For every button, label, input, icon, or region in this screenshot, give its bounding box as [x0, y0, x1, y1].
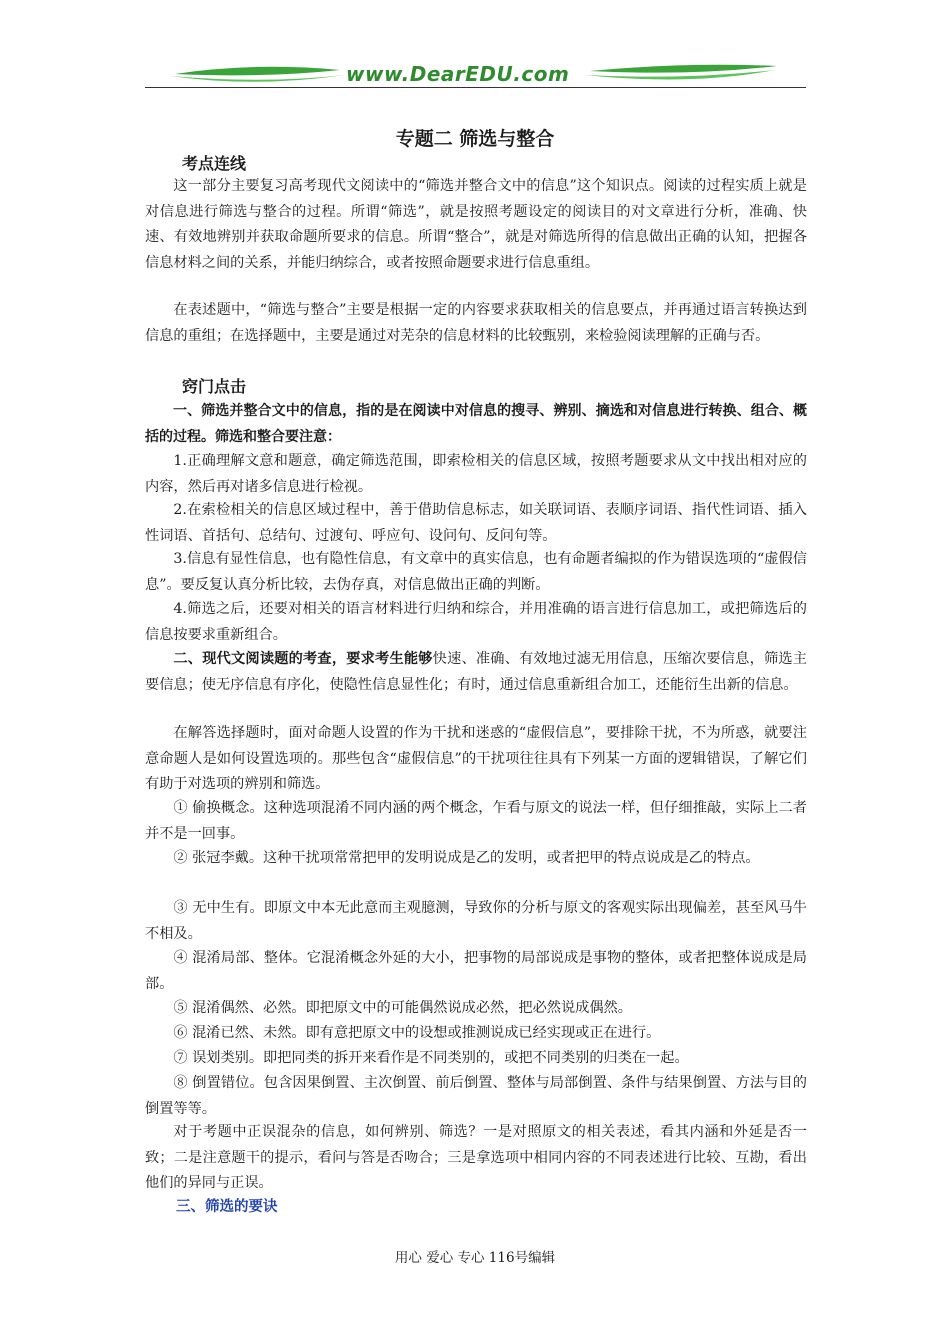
error-type-4: ④ 混淆局部、整体。它混淆概念外延的大小，把事物的局部说成是事物的整体，或者把整体说成是局部。: [145, 950, 807, 992]
paragraph-intro: 这一部分主要复习高考现代文阅读中的“筛选并整合文中的信息”这个知识点。阅读的过程实质上就是对信息进行筛选与整合的过程。所谓“筛选”，就是按照考题设定的阅读目的对文章进行分析，准确、快速、有效地辨别并获取命题所要求的信息。所谓“整合”，就是对筛选所得的信息做出正确的认知，把握各信息材料之间的关系，并能归纳综合，或者按照命题要求进行信息重组。: [145, 178, 807, 271]
paragraph-point-one: 一、筛选并整合文中的信息，指的是在阅读中对信息的搜寻、辨别、摘选和对信息进行转换、组合、概括的过程。筛选和整合要注意：: [145, 403, 807, 445]
paragraph-item-3: 3.信息有显性信息，也有隐性信息，有文章中的真实信息，也有命题者编拟的作为错误选项的“虚假信息”。要反复认真分析比较，去伪存真，对信息做出正确的判断。: [145, 551, 807, 593]
header-divider: [145, 87, 806, 88]
error-type-2: ② 张冠李戴。这种干扰项常常把甲的发明说成是乙的发明，或者把甲的特点说成是乙的特点。: [173, 850, 760, 866]
section-heading-kaodian: 考点连线: [182, 154, 247, 173]
header-site-url: www.DearEDU.com: [346, 62, 570, 86]
point-two-rest: 快速、准确、有效地过滤无用信息，压缩次要信息，筛选主要信息；使无序信息有序化，使隐性信息显性化；有时，通过信息重新组合加工，还能衍生出新的信息。: [145, 651, 807, 693]
page-title: 专题二 筛选与整合: [395, 128, 555, 150]
page-footer: 用心 爱心 专心 116号编辑: [394, 1250, 556, 1266]
paragraph-biaoshu: 在表述题中，“筛选与整合”主要是根据一定的内容要求获取相关的信息要点，并再通过语言转换达到信息的重组；在选择题中，主要是通过对芜杂的信息材料的比较甄别，来检验阅读理解的正确与否。: [145, 302, 807, 344]
error-type-6: ⑥ 混淆已然、未然。即有意把原文中的设想或推测说成已经实现或正在进行。: [173, 1025, 661, 1041]
paragraph-conclusion: 对于考题中正误混杂的信息，如何辨别、筛选？一是对照原文的相关表述，看其内涵和外延是否一致；二是注意题干的提示，看问与答是否吻合；三是拿选项中相同内容的不同表述进行比较、互勘，看出他们的异同与正误。: [145, 1124, 807, 1191]
error-type-5: ⑤ 混淆偶然、必然。即把原文中的可能偶然说成必然，把必然说成偶然。: [173, 1000, 632, 1016]
error-type-3: ③ 无中生有。即原文中本无此意而主观臆测，导致你的分析与原文的客观实际出现偏差，甚至风马牛不相及。: [145, 900, 807, 942]
paragraph-xuanze: 在解答选择题时，面对命题人设置的作为干扰和迷惑的“虚假信息”，要排除干扰，不为所惑，就要注意命题人是如何设置选项的。那些包含“虚假信息”的干扰项往往具有下列某一方面的逻辑错误，了解它们有助于对选项的辨别和筛选。: [145, 725, 807, 792]
point-two-bold-lead: 二、现代文阅读题的考查，要求考生能够: [173, 651, 433, 667]
paragraph-item-4: 4.筛选之后，还要对相关的语言材料进行归纳和综合，并用准确的语言进行信息加工，或把筛选后的信息按要求重新组合。: [145, 601, 807, 643]
section-heading-qiaomen: 窍门点击: [182, 377, 247, 396]
paragraph-item-1: 1.正确理解文意和题意，确定筛选范围，即索检相关的信息区域，按照考题要求从文中找出相对应的内容，然后再对诸多信息进行检视。: [145, 453, 807, 495]
section-heading-yaojue: 三、筛选的要诀: [176, 1199, 278, 1215]
error-type-7: ⑦ 误划类别。即把同类的拆开来看作是不同类别的，或把不同类别的归类在一起。: [173, 1050, 689, 1066]
paragraph-point-two: [145, 647, 807, 698]
error-type-8: ⑧ 倒置错位。包含因果倒置、主次倒置、前后倒置、整体与局部倒置、条件与结果倒置、方法与目的倒置等等。: [145, 1075, 807, 1117]
error-type-1: ① 偷换概念。这种选项混淆不同内涵的两个概念，乍看与原文的说法一样，但仔细推敲，实际上二者并不是一回事。: [145, 800, 807, 842]
paragraph-item-2: 2.在索检相关的信息区域过程中，善于借助信息标志，如关联词语、表顺序词语、指代性词语、插入性词语、首括句、总结句、过渡句、呼应句、设问句、反问句等。: [145, 502, 807, 544]
